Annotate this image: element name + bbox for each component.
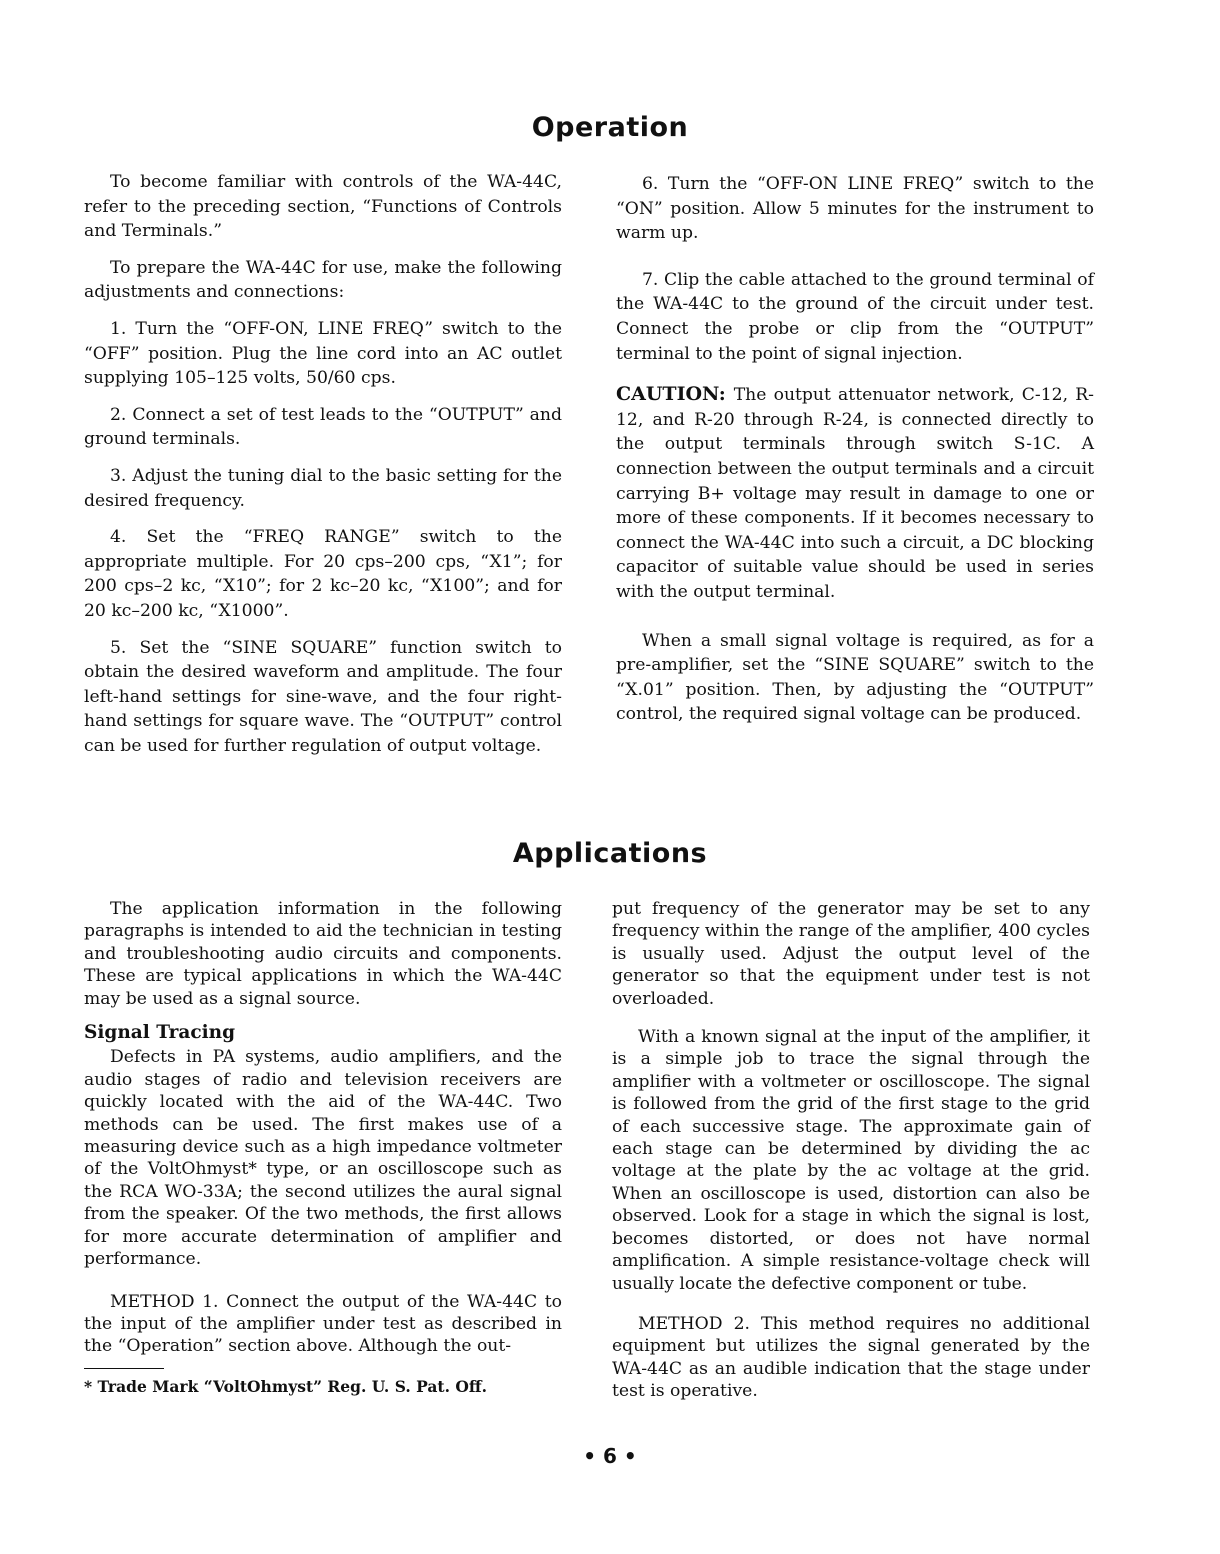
method-1-paragraph: METHOD 1. Connect the output of the WA-44C to the input of the amplifier under test as described in the “Operation” section above. Although the out- bbox=[84, 1291, 562, 1357]
known-signal-paragraph: With a known signal at the input of the amplifier, it is a simple job to trace the signal through the amplifier with a voltmeter or oscilloscope. The signal is followed from the grid of the first stage to the grid of each successive stage. The approximate gain of each stage can be determined by dividing the ac voltage at the plate by the ac voltage at the grid. When an oscilloscope is used, distortion can also be observed. Look for a stage in which the signal is lost, becomes distorted, or does not have normal amplification. A simple resistance-voltage check will usually locate the defective component or tube. bbox=[612, 1027, 1090, 1294]
page-number: • 6 • bbox=[583, 1444, 637, 1468]
caution-paragraph bbox=[616, 382, 1094, 604]
footnote-rule bbox=[84, 1368, 164, 1369]
paragraph-prepare: To prepare the WA-44C for use, make the following adjustments and connections: bbox=[84, 257, 562, 303]
applications-right-column bbox=[612, 898, 1090, 1415]
section-title-applications: Applications bbox=[512, 838, 708, 869]
applications-intro: The application information in the following paragraphs is intended to aid the technician in testing and troubleshooting audio circuits and components. These are typical applications in which the WA-44C may be used as a signal source. bbox=[84, 899, 562, 1009]
step-6: 6. Turn the “OFF-ON LINE FREQ” switch to the “ON” position. Allow 5 minutes for the instrument to warm up. bbox=[616, 174, 1094, 244]
continuation-paragraph: put frequency of the generator may be set to any frequency within the range of the amplifier, 400 cycles is usually used. Adjust the output level of the generator so that the equipment under test is not overloaded. bbox=[612, 899, 1090, 1009]
operation-right-column bbox=[616, 172, 1094, 739]
small-signal-paragraph: When a small signal voltage is required, as for a pre-amplifier, set the “SINE SQUARE” switch to the “X.01” position. Then, by adjusting the “OUTPUT” control, the required signal voltage can be produced. bbox=[616, 630, 1094, 725]
method-2-paragraph: METHOD 2. This method requires no additional equipment but utilizes the signal generated by the WA-44C as an audible indication that the stage under test is operative. bbox=[612, 1313, 1090, 1402]
step-3: 3. Adjust the tuning dial to the basic setting for the desired frequency. bbox=[84, 465, 562, 511]
step-2: 2. Connect a set of test leads to the “OUTPUT” and ground terminals. bbox=[84, 404, 562, 450]
section-title-operation: Operation bbox=[531, 112, 689, 143]
caution-label: CAUTION: bbox=[616, 383, 726, 406]
signal-tracing-paragraph: Defects in PA systems, audio amplifiers, and the audio stages of radio and television receivers are quickly located with the aid of the WA-44C. Two methods can be used. The first makes use of a measuring device such as a high impedance voltmeter of the VoltOhmyst* type, or an oscilloscope such as the RCA WO-33A; the second utilizes the aural signal from the speaker. Of the two methods, the first allows for more accurate determination of amplifier and performance. bbox=[84, 1047, 562, 1270]
applications-left-column bbox=[84, 898, 562, 1397]
footnote-trademark: * Trade Mark “VoltOhmyst” Reg. U. S. Pat. Off. bbox=[84, 1376, 487, 1396]
operation-left-column bbox=[84, 170, 562, 770]
subhead-signal-tracing: Signal Tracing bbox=[84, 1022, 236, 1044]
step-4: 4. Set the “FREQ RANGE” switch to the appropriate multiple. For 20 cps–200 cps, “X1”; for 200 cps–2 kc, “X10”; for 2 kc–20 kc, “X100”; and for 20 kc–200 kc, “X1000”. bbox=[84, 527, 562, 621]
caution-text: The output attenuator network, C-12, R-12, and R-20 through R-24, is connected directly to the output terminals through switch S-1C. A connection between the output terminals and a circuit carrying B+ voltage may result in damage to one or more of these components. If it becomes necessary to connect the WA-44C into such a circuit, a DC blocking capacitor of suitable value should be used in series with the output terminal. bbox=[616, 385, 1094, 602]
step-7: 7. Clip the cable attached to the ground terminal of the WA-44C to the ground of the circuit under test. Connect the probe or clip from the “OUTPUT” terminal to the point of signal injection. bbox=[616, 269, 1094, 364]
paragraph-familiar: To become familiar with controls of the WA-44C, refer to the preceding section, “Functions of Controls and Terminals.” bbox=[84, 172, 562, 242]
step-5: 5. Set the “SINE SQUARE” function switch to obtain the desired waveform and amplitude. The four left-hand settings for sine-wave, and the four right-hand settings for square wave. The “OUTPUT” control can be used for further regulation of output voltage. bbox=[84, 637, 562, 756]
step-1: 1. Turn the “OFF-ON, LINE FREQ” switch to the “OFF” position. Plug the line cord into an AC outlet supplying 105–125 volts, 50/60 cps. bbox=[84, 318, 562, 389]
